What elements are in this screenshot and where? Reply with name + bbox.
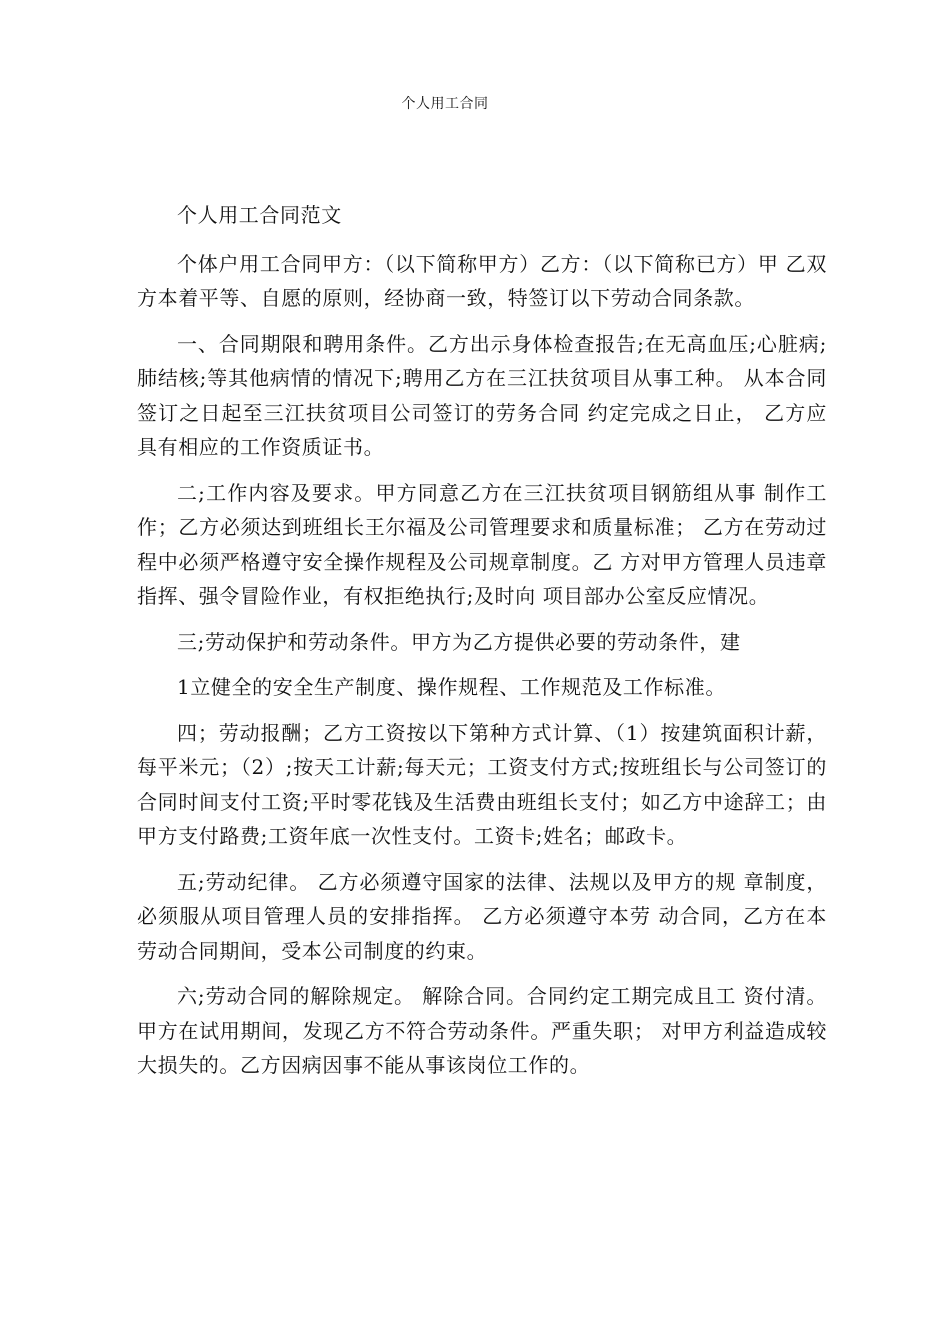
page-header: 个人用工合同 [401,96,489,112]
paragraph-section-6: 六;劳动合同的解除规定。 解除合同。合同约定工期完成且工 资付清。 甲方在试用期间，发现乙方不符合劳动条件。严重失职； 对甲方利益造成较大损失的。乙方因病因事不能从事该岗位工作的。 [137,984,827,1077]
paragraph-section-4: 四；劳动报酬；乙方工资按以下第种方式计算、（1）按建筑面积计薪，每平米元；（2）;按天工计薪;每天元；工资支付方式;按班组长与公司签订的合同时间支付工资;平时零花钱及生活费由班组长支付；如乙方中途辞工；由甲方支付路费;工资年底一次性支付。工资卡;姓名；邮政卡。 [137,720,827,848]
document-body [137,198,827,1094]
paragraph-section-2: 二;工作内容及要求。甲方同意乙方在三江扶贫项目钢筋组从事 制作工作；乙方必须达到班组长王尔福及公司管理要求和质量标准； 乙方在劳动过程中必须严格遵守安全操作规程及公司规章制度。乙 方对甲方管理人员违章指挥、强令冒险作业，有权拒绝执行;及时向 项目部办公室反应情况。 [137,480,827,608]
paragraph-intro: 个体户用工合同甲方：（以下简称甲方）乙方：（以下简称已方）甲 乙双方本着平等、自愿的原则，经协商一致，特签订以下劳动合同条款。 [137,251,827,310]
paragraph-section-1: 一、合同期限和聘用条件。乙方出示身体检查报告;在无高血压;心脏病;肺结核;等其他病情的情况下;聘用乙方在三江扶贫项目从事工种。 从本合同签订之日起至三江扶贫项目公司签订的劳务合同 约定完成之日止， 乙方应具有相应的工作资质证书。 [137,331,827,459]
paragraph-section-5: 五;劳动纪律。 乙方必须遵守国家的法律、法规以及甲方的规 章制度，必须服从项目管理人员的安排指挥。 乙方必须遵守本劳 动合同，乙方在本劳动合同期间，受本公司制度的约束。 [137,869,827,963]
paragraph-section-3-cont: 1立健全的安全生产制度、操作规程、工作规范及工作标准。 [177,675,726,699]
document-title: 个人用工合同范文 [177,203,342,227]
paragraph-section-3: 三;劳动保护和劳动条件。甲方为乙方提供必要的劳动条件，建 [177,629,741,654]
